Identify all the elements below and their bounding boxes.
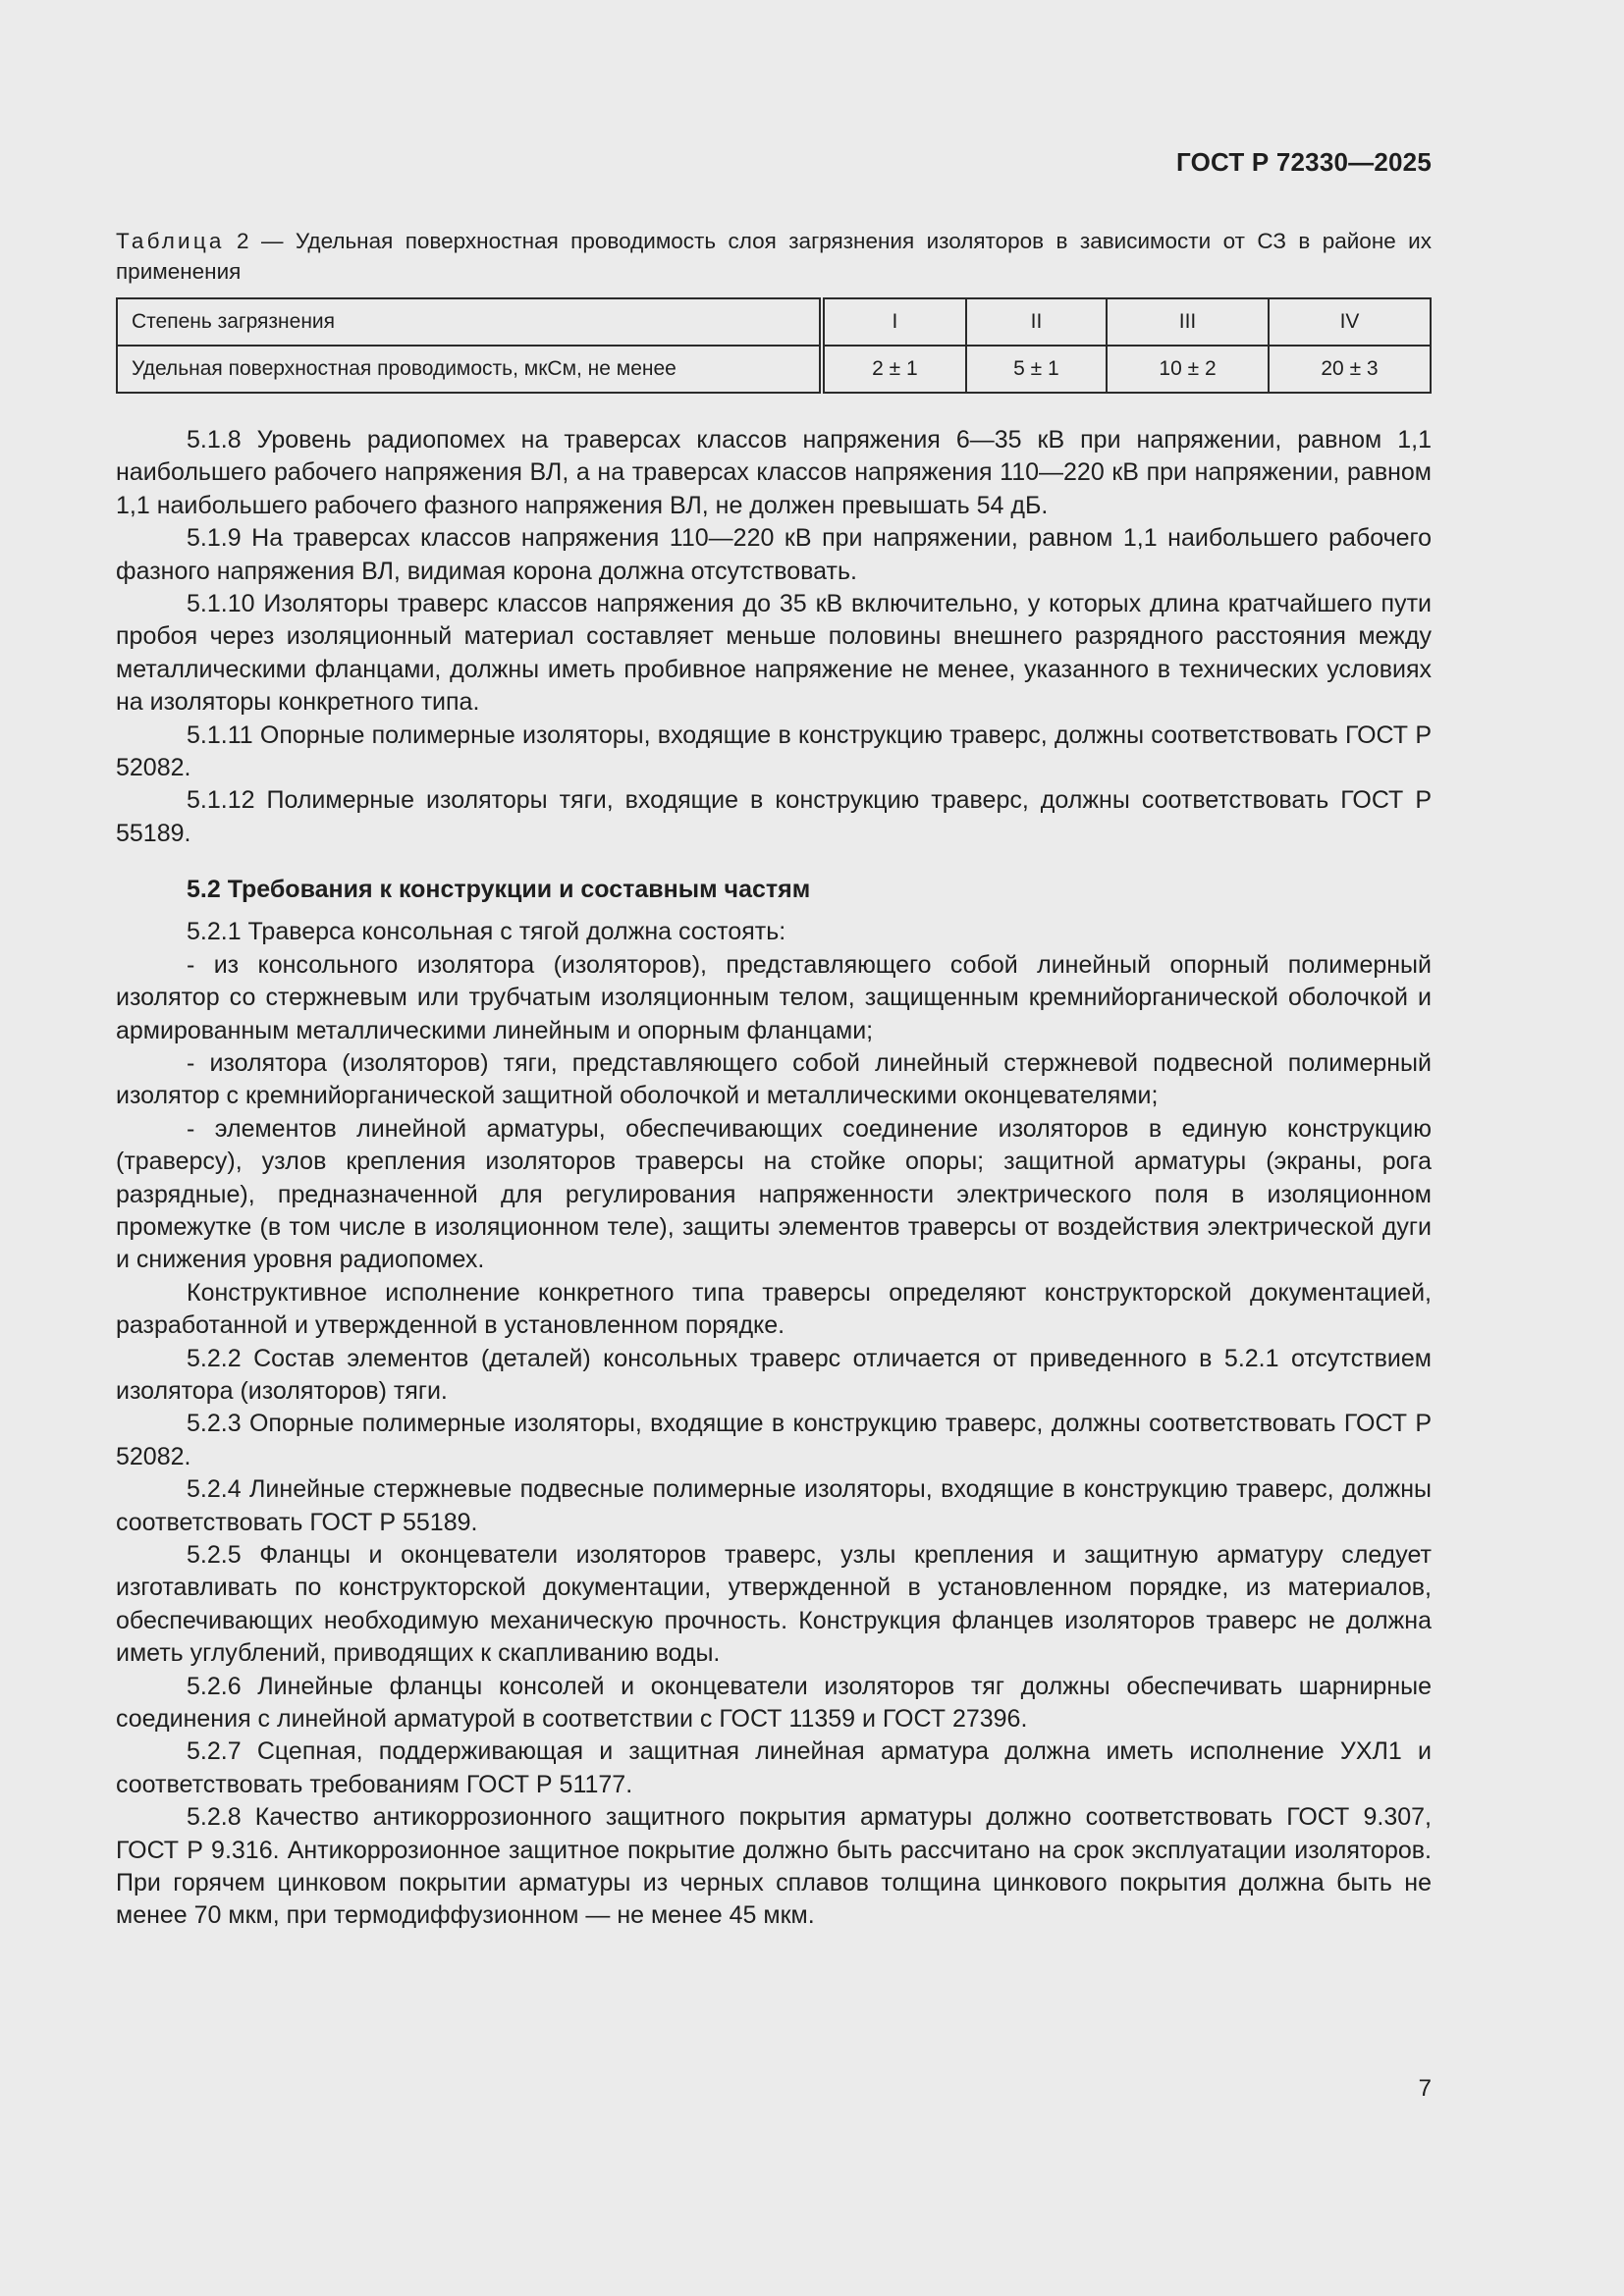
table-cell: Степень загрязнения (117, 298, 822, 346)
paragraph: 5.2.8 Качество антикоррозионного защитного покрытия арматуры должно соответствовать ГОСТ 9.307, ГОСТ Р 9.316. Антикоррозионное защитное покрытие должно быть рассчитано на срок эксплуатации изоляторов. При горячем цинковом покрытии арматуры из черных сплавов толщина цинкового покрытия должна быть не менее 70 мкм, при термодиффузионном — не менее 45 мкм. (116, 1803, 1432, 1930)
table-row (117, 346, 1431, 393)
table-caption-text: 2 — Удельная поверхностная проводимость слоя загрязнения изоляторов в зависимости от СЗ в районе их применения (116, 229, 1432, 284)
paragraph: 5.1.12 Полимерные изоляторы тяги, входящие в конструкцию траверс, должны соответствовать ГОСТ Р 55189. (116, 786, 1432, 847)
section-heading: 5.2 Требования к конструкции и составным частям (187, 876, 811, 904)
list-item: - изолятора (изоляторов) тяги, представляющего собой линейный стержневой подвесной полимерный изолятор с кремнийорганической защитной оболочкой и металлическими оконцевателями; (116, 1048, 1432, 1110)
paragraph: 5.2.5 Фланцы и оконцеватели изоляторов траверс, узлы крепления и защитную арматуру следует изготавливать по конструкторской документации, утвержденной в установленном порядке, из материалов, обеспечивающих необходимую механическую прочность. Конструкция фланцев изоляторов траверс не должна иметь углублений, приводящих к скапливанию воды. (116, 1541, 1432, 1668)
paragraph: 5.1.9 На траверсах классов напряжения 110—220 кВ при напряжении, равном 1,1 наибольшего рабочего фазного напряжения ВЛ, видимая корона должна отсутствовать. (116, 524, 1432, 585)
contamination-table (116, 297, 1432, 394)
table-cell: 5 ± 1 (966, 346, 1107, 393)
paragraph: 5.2.1 Траверса консольная с тягой должна состоять: (187, 918, 786, 946)
paragraph: 5.2.4 Линейные стержневые подвесные полимерные изоляторы, входящие в конструкцию траверс, должны соответствовать ГОСТ Р 55189. (116, 1475, 1432, 1536)
body-text (116, 424, 1432, 1933)
table-cell: I (822, 298, 966, 346)
table-caption-label: Таблица (116, 229, 225, 253)
paragraph: 5.2.3 Опорные полимерные изоляторы, входящие в конструкцию траверс, должны соответствовать ГОСТ Р 52082. (116, 1410, 1432, 1470)
paragraph: 5.2.2 Состав элементов (деталей) консольных траверс отличается от приведенного в 5.2.1 отсутствием изолятора (изоляторов) тяги. (116, 1344, 1432, 1405)
table-row (117, 298, 1431, 346)
list-item: - элементов линейной арматуры, обеспечивающих соединение изоляторов в единую конструкцию (траверсу), узлов крепления изоляторов траверсы на стойке опоры; защитной арматуры (экраны, рога разрядные), предназначенной для регулирования напряженности электрического поля в изоляционном промежутке (в том числе в изоляционном теле), защиты элементов траверсы от воздействия электрической дуги и снижения уровня радиопомех. (116, 1114, 1432, 1274)
table-cell: 20 ± 3 (1269, 346, 1431, 393)
paragraph: 5.1.11 Опорные полимерные изоляторы, входящие в конструкцию траверс, должны соответствовать ГОСТ Р 52082. (116, 721, 1432, 782)
table-cell: III (1107, 298, 1269, 346)
table-cell: Удельная поверхностная проводимость, мкСм, не менее (117, 346, 822, 393)
paragraph: 5.1.10 Изоляторы траверс классов напряжения до 35 кВ включительно, у которых длина кратчайшего пути пробоя через изоляционный материал составляет меньше половины внешнего разрядного расстояния между металлическими фланцами, должны иметь пробивное напряжение не менее, указанного в технических условиях на изоляторы конкретного типа. (116, 590, 1432, 717)
paragraph: 5.2.6 Линейные фланцы консолей и оконцеватели изоляторов тяг должны обеспечивать шарнирные соединения с линейной арматурой в соответствии с ГОСТ 11359 и ГОСТ 27396. (116, 1672, 1432, 1734)
page-number: 7 (1418, 2075, 1432, 2102)
table-cell: II (966, 298, 1107, 346)
paragraph: 5.1.8 Уровень радиопомех на траверсах классов напряжения 6—35 кВ при напряжении, равном 1,1 наибольшего рабочего напряжения ВЛ, а на траверсах классов напряжения 110—220 кВ при напряжении, равном 1,1 наибольшего рабочего фазного напряжения ВЛ, не должен превышать 54 дБ. (116, 426, 1432, 519)
document-code-header: ГОСТ Р 72330—2025 (1176, 147, 1432, 177)
table-cell: 2 ± 1 (822, 346, 966, 393)
table-caption (116, 226, 1432, 287)
table-cell: IV (1269, 298, 1431, 346)
paragraph: 5.2.7 Сцепная, поддерживающая и защитная линейная арматура должна иметь исполнение УХЛ1 и соответствовать требованиям ГОСТ Р 51177. (116, 1737, 1432, 1798)
paragraph: Конструктивное исполнение конкретного типа траверсы определяют конструкторской документацией, разработанной и утвержденной в установленном порядке. (116, 1278, 1432, 1340)
table-cell: 10 ± 2 (1107, 346, 1269, 393)
list-item: - из консольного изолятора (изоляторов), представляющего собой линейный опорный полимерный изолятор со стержневым или трубчатым изоляционным телом, защищенным кремнийорганической оболочкой и армированным металлическими линейным и опорным фланцами; (116, 950, 1432, 1044)
